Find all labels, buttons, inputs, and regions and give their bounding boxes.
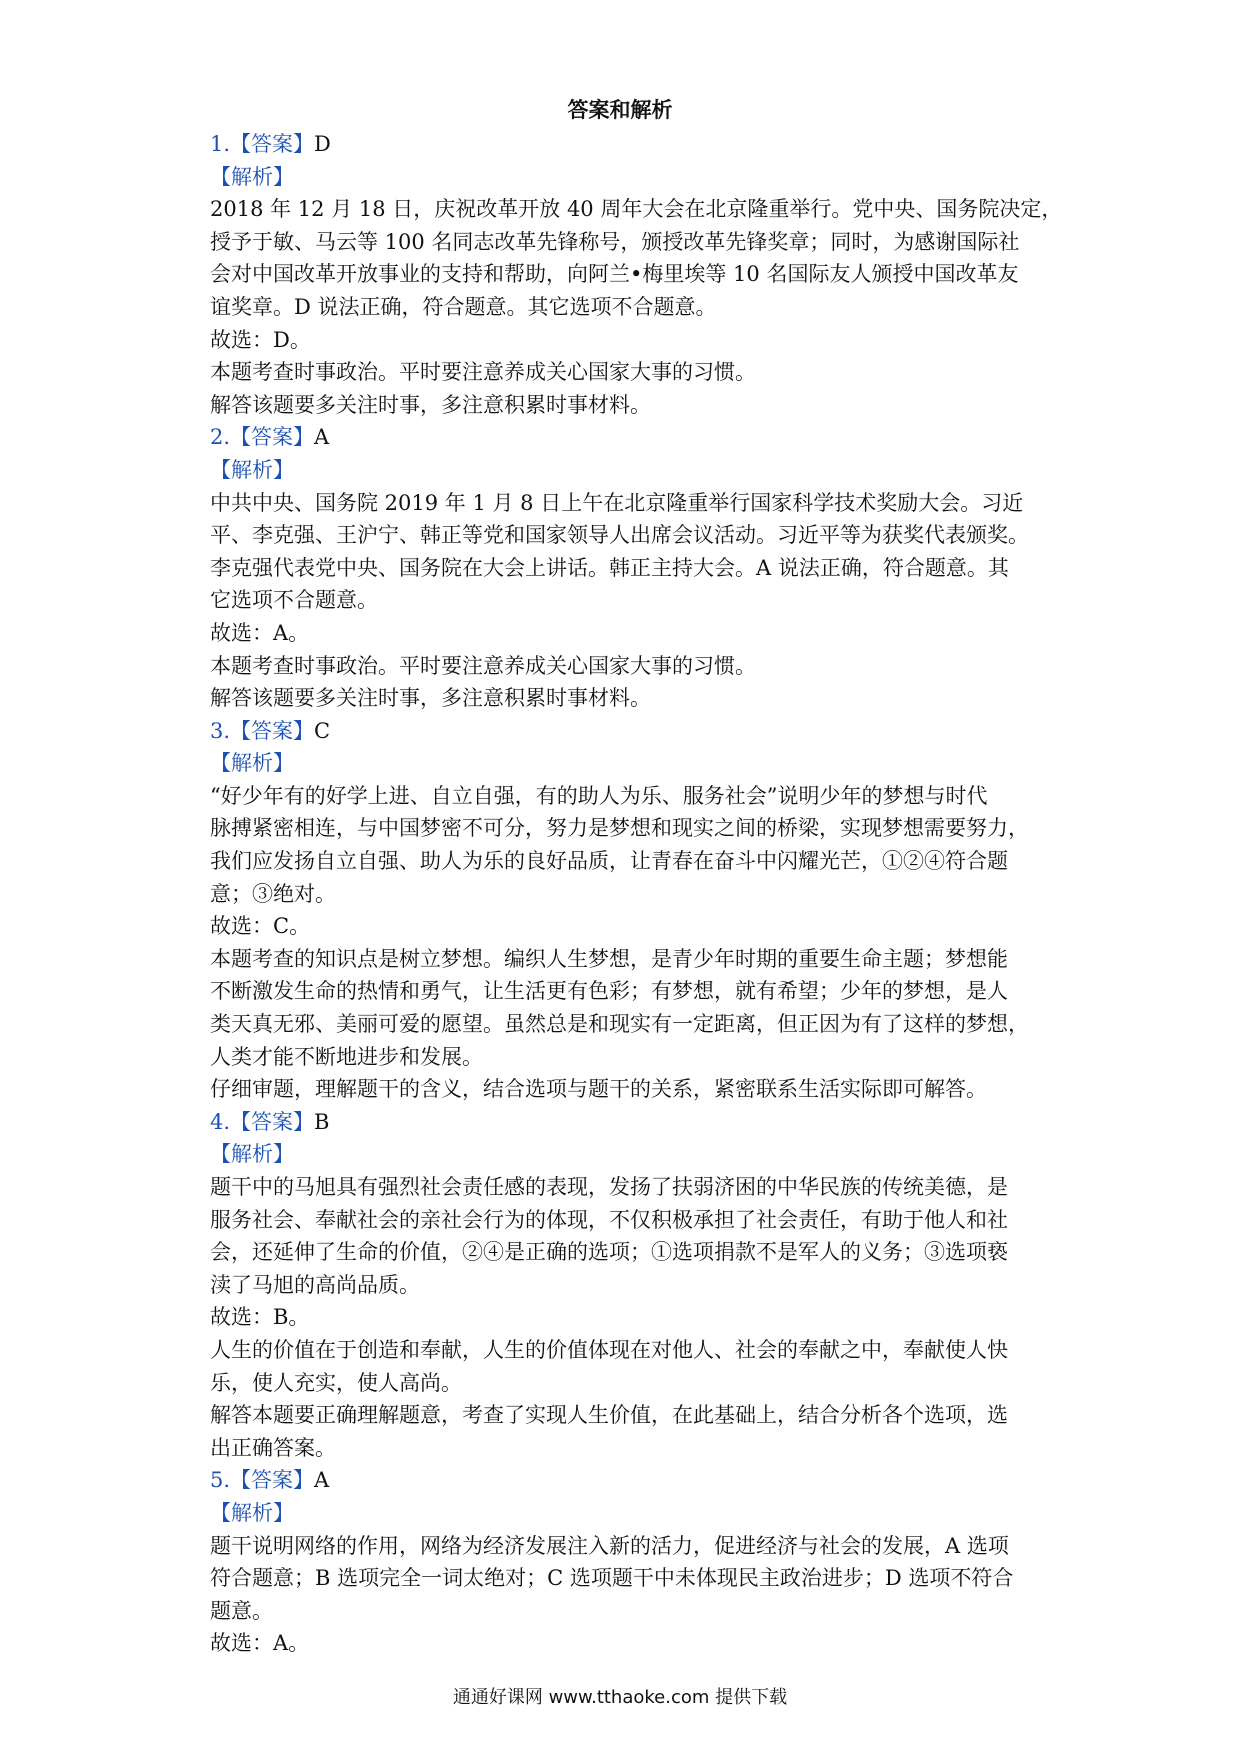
text-line: 服务社会、奉献社会的亲社会行为的体现，不仅积极承担了社会责任，有助于他人和社 xyxy=(210,1207,1008,1232)
text-line: 意；③绝对。 xyxy=(210,881,336,906)
text-line: 人类才能不断地进步和发展。 xyxy=(210,1044,483,1069)
question-number: 5. xyxy=(210,1468,231,1493)
text-line: 谊奖章。D 说法正确，符合题意。其它选项不合题意。 xyxy=(210,294,717,319)
text-line: 不断激发生命的热情和勇气，让生活更有色彩；有梦想，就有希望；少年的梦想，是人 xyxy=(210,979,1008,1004)
analysis-label: 【解析】 xyxy=(210,457,294,482)
analysis-tag xyxy=(210,1138,1040,1171)
text-line: 本题考查时事政治。平时要注意养成关心国家大事的习惯。 xyxy=(210,360,756,385)
text-line: 故选：A。 xyxy=(210,1631,310,1656)
text-line: 题干说明网络的作用，网络为经济发展注入新的活力，促进经济与社会的发展，A 选项 xyxy=(210,1533,1009,1558)
answer-tag: 【答案】 xyxy=(230,718,315,743)
text-line: 平、李克强、王沪宁、韩正等党和国家领导人出席会议活动。习近平等为获奖代表颁奖。 xyxy=(210,523,1029,548)
answer-value: A xyxy=(314,1468,330,1493)
text-line: 题意。 xyxy=(210,1598,273,1623)
text-line: 出正确答案。 xyxy=(210,1435,336,1460)
question-number: 4. xyxy=(210,1109,231,1134)
text-line: 中共中央、国务院 2019 年 1 月 8 日上午在北京隆重举行国家科学技术奖励大会。习近 xyxy=(210,490,1024,515)
text-line: 解答该题要多关注时事，多注意积累时事材料。 xyxy=(210,686,651,711)
answer-heading-1 xyxy=(210,128,1040,161)
text-line: 仔细审题，理解题干的含义，结合选项与题干的关系，紧密联系生活实际即可解答。 xyxy=(210,1077,987,1102)
answer-tag: 【答案】 xyxy=(230,1109,315,1134)
text-line: 解答该题要多关注时事，多注意积累时事材料。 xyxy=(210,392,651,417)
text-line: 会，还延伸了生命的价值，②④是正确的选项；①选项捐款不是军人的义务；③选项亵 xyxy=(210,1240,1008,1265)
text-line: 故选：A。 xyxy=(210,620,310,645)
text-line: 故选：D。 xyxy=(210,327,311,352)
page-title: 答案和解析 xyxy=(567,98,673,122)
answer-tag: 【答案】 xyxy=(230,1468,315,1493)
text-line: 乐，使人充实，使人高尚。 xyxy=(210,1370,462,1395)
analysis-tag xyxy=(210,161,1040,194)
page-footer: 通通好课网 www.tthaoke.com 提供下载 xyxy=(452,1687,788,1708)
text-line: 渎了马旭的高尚品质。 xyxy=(210,1272,420,1297)
text-line: 它选项不合题意。 xyxy=(210,588,378,613)
answer-heading-2 xyxy=(210,421,1040,454)
text-line: 故选：B。 xyxy=(210,1305,310,1330)
question-number: 1. xyxy=(210,132,231,156)
analysis-tag xyxy=(210,1497,1040,1530)
question-number: 2. xyxy=(210,425,231,450)
text-line: 李克强代表党中央、国务院在大会上讲话。韩正主持大会。A 说法正确，符合题意。其 xyxy=(210,555,1009,580)
answer-heading-5 xyxy=(210,1464,1040,1497)
text-line: 人生的价值在于创造和奉献，人生的价值体现在对他人、社会的奉献之中，奉献使人快 xyxy=(210,1337,1008,1362)
answer-content xyxy=(210,128,1063,1660)
text-line: 符合题意；B 选项完全一词太绝对；C 选项题干中未体现民主政治进步；D 选项不符合 xyxy=(210,1566,1014,1591)
analysis-label: 【解析】 xyxy=(210,1142,294,1167)
question-number: 3. xyxy=(210,718,231,743)
text-line: 解答本题要正确理解题意，考查了实现人生价值，在此基础上，结合分析各个选项，选 xyxy=(210,1403,1008,1428)
text-line: 类天真无邪、美丽可爱的愿望。虽然总是和现实有一定距离，但正因为有了这样的梦想， xyxy=(210,1012,1029,1037)
text-line: 我们应发扬自立自强、助人为乐的良好品质，让青春在奋斗中闪耀光芒，①②④符合题 xyxy=(210,849,1008,874)
analysis-label: 【解析】 xyxy=(210,1500,294,1525)
text-line: 本题考查时事政治。平时要注意养成关心国家大事的习惯。 xyxy=(210,653,756,678)
answer-tag: 【答案】 xyxy=(230,132,315,156)
text-line: 故选：C。 xyxy=(210,914,311,939)
text-line: 2018 年 12 月 18 日，庆祝改革开放 40 周年大会在北京隆重举行。党中央、国务院决定， xyxy=(210,197,1063,222)
answer-value: B xyxy=(314,1109,330,1134)
answer-value: A xyxy=(314,425,330,450)
answer-heading-3 xyxy=(210,715,1040,748)
text-line: “好少年有的好学上进、自立自强，有的助人为乐、服务社会”说明少年的梦想与时代 xyxy=(210,783,988,808)
text-line: 本题考查的知识点是树立梦想。编织人生梦想，是青少年时期的重要生命主题；梦想能 xyxy=(210,946,1008,971)
answer-heading-4 xyxy=(210,1106,1040,1139)
analysis-tag xyxy=(210,747,1040,780)
analysis-label: 【解析】 xyxy=(210,751,294,776)
text-line: 脉搏紧密相连，与中国梦密不可分，努力是梦想和现实之间的桥梁，实现梦想需要努力， xyxy=(210,816,1029,841)
answer-value: C xyxy=(314,718,331,743)
text-line: 授予于敏、马云等 100 名同志改革先锋称号，颁授改革先锋奖章；同时，为感谢国际社 xyxy=(210,229,1020,254)
text-line: 题干中的马旭具有强烈社会责任感的表现，发扬了扶弱济困的中华民族的传统美德，是 xyxy=(210,1175,1008,1199)
analysis-tag xyxy=(210,454,1040,487)
answer-tag: 【答案】 xyxy=(230,425,315,450)
analysis-label: 【解析】 xyxy=(210,164,294,189)
text-line: 会对中国改革开放事业的支持和帮助，向阿兰•梅里埃等 10 名国际友人颁授中国改革友 xyxy=(210,262,1019,287)
answer-value: D xyxy=(314,132,331,156)
